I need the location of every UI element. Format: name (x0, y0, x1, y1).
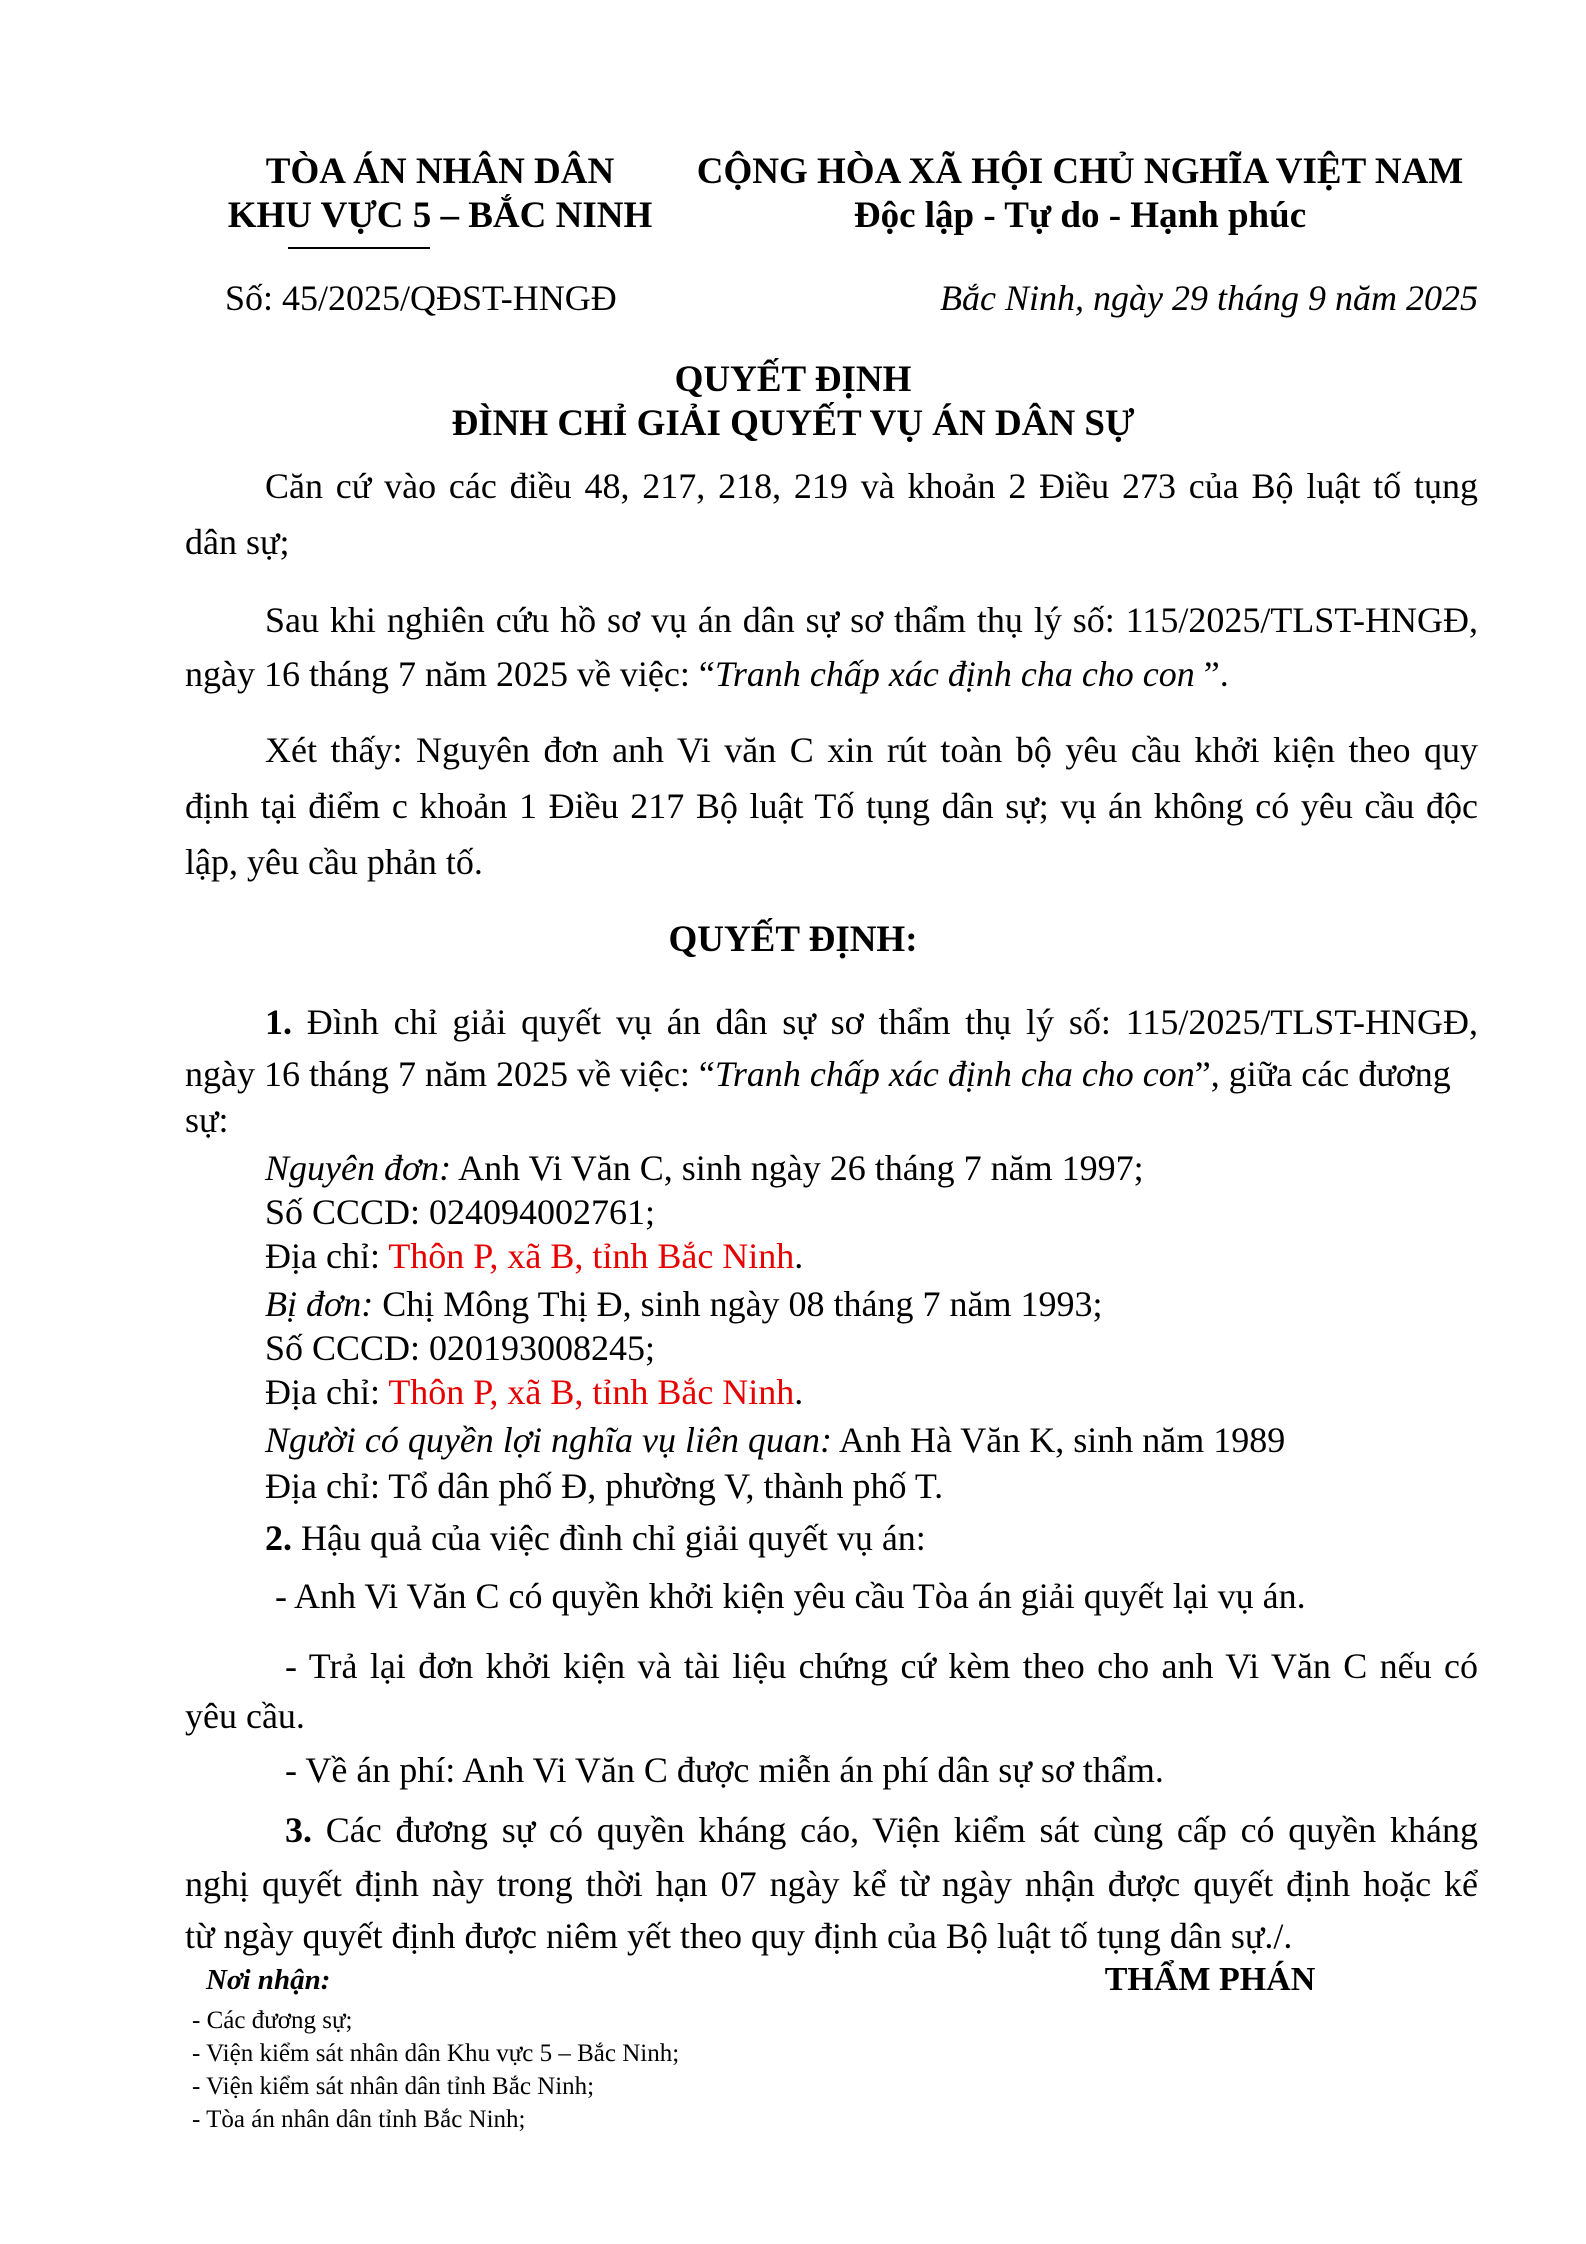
plaintiff-line (265, 1146, 1144, 1190)
signer-title: THẨM PHÁN (1104, 1961, 1316, 1998)
item3-line1: 3. Các đương sự có quyền kháng cáo, Viện kiểm sát cùng cấp có quyền kháng (285, 1810, 1478, 1850)
defendant-id: Số CCCD: 020193008245; (265, 1328, 656, 1368)
basis-paragraph-line1: Căn cứ vào các điều 48, 217, 218, 219 và khoản 2 Điều 273 của Bộ luật tố tụng (265, 466, 1478, 506)
recipient-item: - Viện kiểm sát nhân dân tỉnh Bắc Ninh; (192, 2073, 595, 2100)
motto: Độc lập - Tự do - Hạnh phúc (853, 195, 1307, 236)
item2-bullet3: - Về án phí: Anh Vi Văn C được miễn án phí dân sự sơ thẩm. (285, 1750, 1164, 1790)
plaintiff-id: Số CCCD: 024094002761; (265, 1192, 656, 1232)
study-paragraph-line1: Sau khi nghiên cứu hồ sơ vụ án dân sự sơ thẩm thụ lý số: 115/2025/TLST-HNGĐ, (265, 600, 1478, 640)
item2-bullet1: - Anh Vi Văn C có quyền khởi kiện yêu cầu Tòa án giải quyết lại vụ án. (275, 1576, 1306, 1616)
national-motto (680, 150, 1480, 238)
item1-line3: sự: (185, 1100, 229, 1140)
place-date: Bắc Ninh, ngày 29 tháng 9 năm 2025 (940, 278, 1478, 318)
defendant-address-value: Thôn P, xã B, tỉnh Bắc Ninh (388, 1372, 795, 1412)
item3-line2: nghị quyết định này trong thời hạn 07 ngày kể từ ngày nhận được quyết định hoặc kể (185, 1864, 1478, 1904)
decision-heading: QUYẾT ĐỊNH: (668, 919, 918, 960)
court-name-line1: TÒA ÁN NHÂN DÂN (265, 151, 615, 192)
study-paragraph-line2: ngày 16 tháng 7 năm 2025 về việc: “Tranh chấp xác định cha cho con ”. (185, 654, 1229, 694)
item2-number: 2. (265, 1518, 292, 1558)
item1-line1: 1. Đình chỉ giải quyết vụ án dân sự sơ thẩm thụ lý số: 115/2025/TLST-HNGĐ, (265, 1002, 1478, 1042)
finding-line1: Xét thấy: Nguyên đơn anh Vi văn C xin rút toàn bộ yêu cầu khởi kiện theo quy (265, 730, 1478, 770)
defendant-label: Bị đơn: (265, 1284, 374, 1324)
item2-bullet2-line2: yêu cầu. (185, 1696, 305, 1736)
nation-name: CỘNG HÒA XÃ HỘI CHỦ NGHĨA VIỆT NAM (696, 151, 1464, 192)
item2-bullet2-line1: - Trả lại đơn khởi kiện và tài liệu chứng cứ kèm theo cho anh Vi Văn C nếu có (285, 1646, 1478, 1686)
basis-paragraph-line2: dân sự; (185, 522, 290, 562)
recipient-item: - Tòa án nhân dân tỉnh Bắc Ninh; (192, 2106, 526, 2133)
related-party-label: Người có quyền lợi nghĩa vụ liên quan: (265, 1420, 832, 1460)
recipient-item: - Viện kiểm sát nhân dân Khu vực 5 – Bắc Ninh; (192, 2040, 680, 2067)
item3-line3: từ ngày quyết định được niêm yết theo quy định của Bộ luật tố tụng dân sự./. (185, 1916, 1293, 1956)
document-title (0, 358, 1586, 446)
item1-number: 1. (265, 1002, 292, 1042)
finding-line2: định tại điểm c khoản 1 Điều 217 Bộ luật Tố tụng dân sự; vụ án không có yêu cầu độc (185, 786, 1478, 826)
court-underline (288, 247, 430, 249)
court-name-line2: KHU VỰC 5 – BẮC NINH (227, 195, 653, 236)
item2-line: 2. Hậu quả của việc đình chỉ giải quyết vụ án: (265, 1518, 926, 1558)
defendant-line (265, 1282, 1103, 1326)
plaintiff-address: Địa chỉ: Thôn P, xã B, tỉnh Bắc Ninh. (265, 1236, 804, 1276)
item3-number: 3. (285, 1810, 312, 1850)
plaintiff-label: Nguyên đơn: (265, 1148, 452, 1188)
defendant-address: Địa chỉ: Thôn P, xã B, tỉnh Bắc Ninh. (265, 1372, 804, 1412)
defendant-value: Chị Mông Thị Đ, sinh ngày 08 tháng 7 năm 1993; (373, 1284, 1103, 1324)
plaintiff-address-value: Thôn P, xã B, tỉnh Bắc Ninh (388, 1236, 795, 1276)
document-number: Số: 45/2025/QĐST-HNGĐ (225, 278, 617, 318)
recipient-item: - Các đương sự; (192, 2007, 353, 2034)
case-subject: Tranh chấp xác định cha cho con (714, 654, 1195, 694)
related-party-value: Anh Hà Văn K, sinh năm 1989 (831, 1420, 1286, 1460)
finding-line3: lập, yêu cầu phản tố. (185, 842, 483, 882)
title-line1: QUYẾT ĐỊNH (674, 359, 912, 400)
related-party-line (265, 1418, 1285, 1462)
plaintiff-value: Anh Vi Văn C, sinh ngày 26 tháng 7 năm 1997; (451, 1148, 1144, 1188)
item1-line2: ngày 16 tháng 7 năm 2025 về việc: “Tranh chấp xác định cha cho con”, giữa các đương (185, 1054, 1451, 1094)
title-line2: ĐÌNH CHỈ GIẢI QUYẾT VỤ ÁN DÂN SỰ (451, 403, 1135, 444)
related-party-address: Địa chỉ: Tổ dân phố Đ, phường V, thành phố T. (265, 1466, 944, 1506)
recipients-list (192, 2004, 679, 2136)
recipients-label: Nơi nhận: (206, 1964, 331, 1996)
court-name (200, 150, 680, 238)
